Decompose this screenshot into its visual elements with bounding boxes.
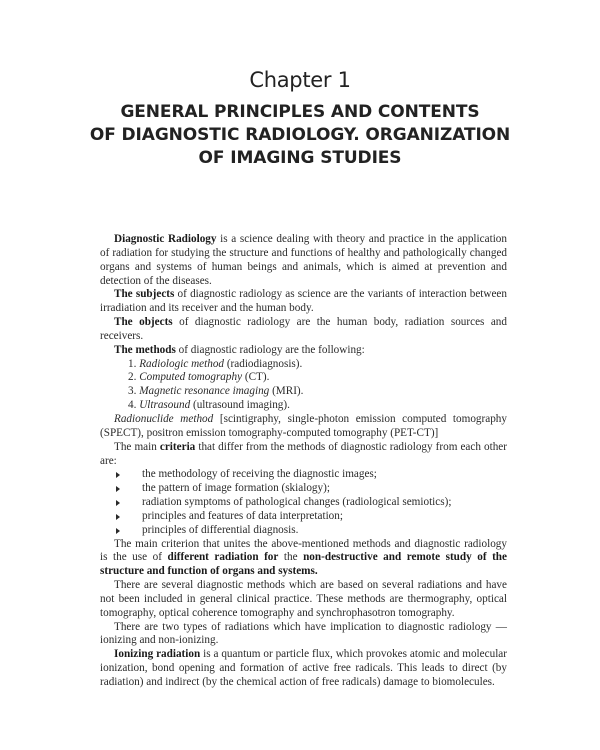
- triangle-bullet-icon: [116, 528, 120, 534]
- paragraph-ionizing-radiation: Ionizing radiation is a quantum or particle flux, which provokes atomic and molecular ionization, bond opening and formation of active free radicals. This leads to direct (by radiation) and indirect (by the chemical action of free radicals) damage to biomolecules.: [100, 648, 507, 688]
- paragraph-radionuclide: Radionuclide method [scintigraphy, single-photon emission computed tomography (SPECT), positron emission tomography-computed tomography (PET-CT)]: [100, 412, 507, 439]
- criteria-list-item: principles of differential diagnosis.: [100, 524, 507, 538]
- triangle-bullet-icon: [116, 514, 120, 520]
- paragraph-other-methods: There are several diagnostic methods which are based on several radiations and have not been included in general clinical practice. These methods are thermography, optical tomography, optical coherence tomography and synchrophasotron tomography.: [100, 579, 507, 619]
- method-list-item: 3. Magnetic resonance imaging (MRI).: [128, 385, 304, 398]
- triangle-bullet-icon: [116, 500, 120, 506]
- paragraph-main-criterion: The main criterion that unites the above-mentioned methods and diagnostic radiology is the use of different radiation for the non-destructive and remote study of the structure and function of organs and systems.: [100, 537, 507, 578]
- paragraph-radiation-types: There are two types of radiations which have implication to diagnostic radiology — ionizing and non-ionizing.: [100, 620, 507, 647]
- paragraph-subjects: The subjects of diagnostic radiology as science are the variants of interaction between irradiation and its receiver and the human body.: [100, 288, 507, 315]
- chapter-title: [60, 101, 540, 170]
- triangle-bullet-icon: [116, 486, 120, 492]
- paragraph-criteria: The main criteria that differ from the methods of diagnostic radiology from each other are:: [100, 440, 507, 467]
- term-objects: The objects: [114, 316, 173, 329]
- paragraph-definition: Diagnostic Radiology is a science dealing with theory and practice in the application of radiation for studying the structure and functions of healthy and pathologically changed organs and systems of human beings and animals, which is aimed at prevention and detection of the diseases.: [100, 233, 507, 287]
- chapter-title-line-3: OF IMAGING STUDIES: [198, 148, 402, 168]
- criteria-list-item: the pattern of image formation (skialogy);: [100, 482, 507, 496]
- term-ionizing-radiation: Ionizing radiation: [114, 648, 201, 661]
- paragraph-objects: The objects of diagnostic radiology are the human body, radiation sources and receivers.: [100, 316, 507, 342]
- method-list-item: 2. Computed tomography (CT).: [128, 371, 270, 384]
- chapter-title-line-1: GENERAL PRINCIPLES AND CONTENTS: [120, 102, 480, 122]
- method-list-item: 4. Ultrasound (ultrasound imaging).: [128, 399, 290, 412]
- paragraph-methods: The methods of diagnostic radiology are the following:: [114, 343, 365, 356]
- term-subjects: The subjects: [114, 288, 175, 301]
- criteria-list-item: the methodology of receiving the diagnostic images;: [100, 468, 507, 482]
- chapter-label: Chapter 1: [249, 68, 351, 92]
- body-text: [100, 233, 507, 690]
- term-criteria: criteria: [159, 440, 196, 453]
- criteria-list-item: principles and features of data interpretation;: [100, 510, 507, 524]
- term-methods: The methods: [114, 343, 176, 356]
- method-list-item: 1. Radiologic method (radiodiagnosis).: [128, 357, 303, 370]
- term-diagnostic-radiology: Diagnostic Radiology: [114, 233, 217, 245]
- chapter-title-line-2: OF DIAGNOSTIC RADIOLOGY. ORGANIZATION: [89, 125, 511, 145]
- criteria-list-item: radiation symptoms of pathological changes (radiological semiotics);: [100, 496, 507, 510]
- triangle-bullet-icon: [116, 472, 120, 478]
